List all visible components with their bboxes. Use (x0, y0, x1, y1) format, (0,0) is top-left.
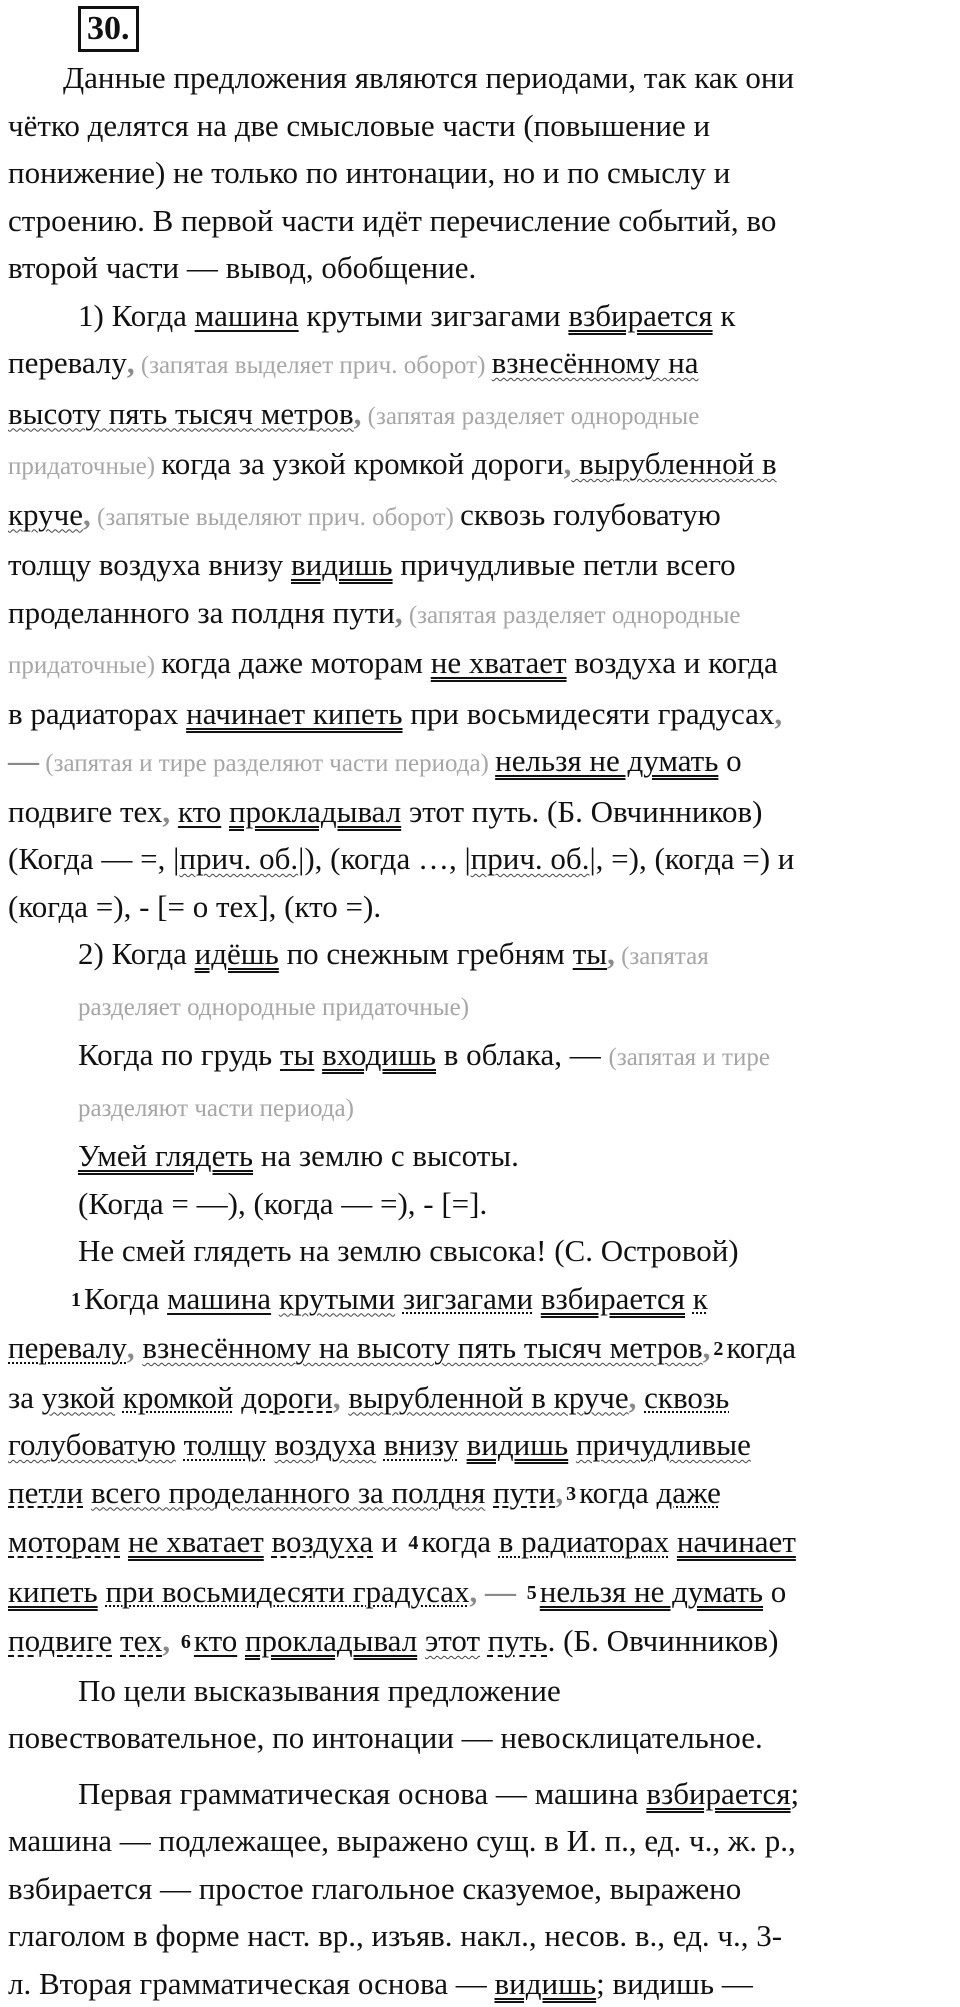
subject: ты (573, 936, 607, 971)
text: повествовательное, по интонации — невосклицательное. (8, 1720, 763, 1755)
text: причудливые петли всего (393, 547, 736, 582)
note: придаточные) (8, 453, 161, 480)
word-predicate: нельзя не думать (540, 1574, 763, 1609)
word-definition: узкой (42, 1380, 115, 1415)
text: 2) Когда (78, 936, 195, 971)
text: подвиге тех (8, 794, 162, 829)
note: (запятая и тире разделяют части периода) (39, 750, 495, 777)
comma-mark: , (354, 396, 362, 431)
word-definition: взнесённому на высоту пять тысяч метров (142, 1330, 702, 1365)
text: л. Вторая грамматическая основа — (8, 1966, 495, 2001)
parsed-sentence (8, 1275, 952, 1667)
word-object: подвиге (8, 1623, 112, 1658)
text: проделанного за полдня пути (8, 595, 395, 630)
text: на землю с высоты. (253, 1138, 519, 1173)
text: когда за узкой кромкой дороги (161, 446, 563, 481)
word-circumstance: толщу (184, 1427, 267, 1462)
word-object: воздуха (272, 1524, 374, 1559)
comma-mark: , (333, 1380, 341, 1415)
predicate: идёшь (195, 936, 279, 971)
text: Не смей глядеть на землю свысока! (С. Островой) (78, 1233, 739, 1268)
word-circumstance: в радиаторах (499, 1524, 669, 1559)
word-circumstance: сквозь (644, 1380, 729, 1415)
dash-mark: — (8, 743, 39, 778)
text: перевалу (8, 345, 127, 380)
text: Первая грамматическая основа — машина (8, 1776, 646, 1811)
word-object: петли (8, 1475, 83, 1510)
text: 1) Когда (8, 298, 195, 333)
text: . (Б. Овчинников) (548, 1623, 779, 1658)
note: (запятые выделяют прич. оборот) (91, 504, 460, 531)
text: Когда по грудь (78, 1037, 280, 1072)
word-predicate: прокладывал (245, 1623, 417, 1658)
comma-mark: , (774, 696, 782, 731)
word: Когда (84, 1281, 159, 1316)
text: толщу воздуха внизу (8, 547, 291, 582)
note: (запятая разделяет однородные (361, 403, 699, 430)
text: по снежным гребням (279, 936, 573, 971)
word-circumstance: внизу (384, 1427, 459, 1462)
note: (запятая выделяет прич. оборот) (135, 352, 492, 379)
word: когда (726, 1330, 796, 1365)
predicate: начинает кипеть (186, 696, 402, 731)
word-definition: крутыми (279, 1281, 395, 1316)
text: взбирается — простое глагольное сказуемое, выражено (8, 1871, 741, 1906)
word: когда (421, 1524, 491, 1559)
text: когда даже моторам (161, 645, 430, 680)
clause-marker: 3 (566, 1483, 576, 1505)
scheme-text: (Когда — =, | (8, 841, 179, 876)
predicate: не хватает (431, 645, 567, 680)
scheme-text: прич. об. (179, 841, 298, 876)
comma-mark: , (470, 1574, 478, 1609)
text: сквозь голубоватую (460, 497, 721, 532)
predicate: видишь (291, 547, 393, 582)
word: когда (579, 1475, 649, 1510)
text: этот путь. (Б. Овчинников) (401, 794, 762, 829)
word-predicate: взбирается (541, 1281, 685, 1316)
intro-paragraph (8, 54, 952, 292)
predicate: взбирается (568, 298, 712, 333)
word-predicate: видишь (467, 1427, 569, 1462)
text (170, 794, 178, 829)
word-object: путь (488, 1623, 548, 1658)
word-definition: вырубленной в круче (348, 1380, 628, 1415)
intro-line: второй части — вывод, обобщение. (8, 250, 476, 285)
word-definition: причудливые (576, 1427, 751, 1462)
word-predicate: не хватает (128, 1524, 264, 1559)
text: о (718, 743, 741, 778)
subject: машина (195, 298, 299, 333)
participle-phrase: вырубленной в (571, 446, 776, 481)
word-object: пути (493, 1475, 555, 1510)
text: ; (791, 1776, 800, 1811)
clause-marker: 2 (713, 1338, 723, 1360)
word: и (381, 1524, 398, 1559)
predicate: входишь (322, 1037, 436, 1072)
comma-mark: , (127, 345, 135, 380)
note: разделяют части периода) (78, 1095, 354, 1122)
clause-marker: 5 (527, 1582, 537, 1604)
clause-marker: 1 (71, 1289, 81, 1311)
text: при восьмидесяти градусах (403, 696, 775, 731)
word: о (771, 1574, 787, 1609)
text: в облака, — (436, 1037, 608, 1072)
dash-mark: — (477, 1574, 516, 1609)
clause-marker: 6 (181, 1631, 191, 1653)
comma-mark: , (162, 794, 170, 829)
text (314, 1037, 322, 1072)
intro-line: строению. В первой части идёт перечисление событий, во (8, 203, 776, 238)
scheme-text: (когда =), - [= о тех], (кто =). (8, 889, 381, 924)
word-definition: голубоватую (8, 1427, 176, 1462)
comma-mark: , (555, 1475, 563, 1510)
scheme-text: |), (когда …, | (298, 841, 471, 876)
goal-paragraph (8, 1667, 952, 1762)
predicate: видишь (495, 1966, 597, 2001)
note: (запятая (615, 943, 709, 970)
word-circumstance: кромкой (123, 1380, 234, 1415)
text: По цели высказывания предложение (8, 1673, 561, 1708)
subject: ты (280, 1037, 314, 1072)
text: машина — подлежащее, выражено сущ. в И. п., ед. ч., ж. р., (8, 1823, 796, 1858)
text: ; видишь — (596, 1966, 753, 2001)
scheme-text: |, =), (когда =) и (589, 841, 794, 876)
word-object: дороги (241, 1380, 333, 1415)
intro-line: Данные предложения являются периодами, так как они (8, 60, 794, 95)
note: разделяет однородные придаточные) (78, 994, 469, 1021)
text: глаголом в форме наст. вр., изъяв. накл., несов. в., ед. ч., 3- (8, 1918, 782, 1953)
intro-line: понижение) не только по интонации, но и по смыслу и (8, 155, 730, 190)
sentence-1 (8, 292, 952, 931)
word-object: тех (120, 1623, 162, 1658)
clause-marker: 4 (408, 1532, 418, 1554)
scheme-text: прич. об. (471, 841, 590, 876)
scheme-text: (Когда = —), (когда — =), - [=]. (78, 1186, 487, 1221)
word-definition: воздуха (274, 1427, 376, 1462)
word-circumstance: при восьмидесяти градусах (105, 1574, 469, 1609)
word-subject: кто (194, 1623, 237, 1658)
word-circumstance: к (693, 1281, 708, 1316)
subject: кто (178, 794, 221, 829)
predicate: взбирается (646, 1776, 790, 1811)
word-predicate: начинает (677, 1524, 796, 1559)
text: в радиаторах (8, 696, 186, 731)
word-object: моторам (8, 1524, 120, 1559)
predicate: Умей глядеть (78, 1138, 253, 1173)
note: (запятая и тире (609, 1044, 770, 1071)
text: воздуха и когда (567, 645, 778, 680)
predicate: нельзя не думать (495, 743, 718, 778)
comma-mark: , (162, 1623, 170, 1658)
predicate: прокладывал (229, 794, 401, 829)
participle-phrase: круче (8, 497, 83, 532)
word-definition: этот (425, 1623, 480, 1658)
comma-mark: , (564, 446, 572, 481)
word: за (8, 1380, 34, 1415)
word-subject: машина (167, 1281, 271, 1316)
word-predicate: кипеть (8, 1574, 98, 1609)
task-number: 30. (78, 6, 139, 52)
comma-mark: , (703, 1330, 711, 1365)
analysis-paragraph (8, 1770, 952, 2007)
comma-mark: , (395, 595, 403, 630)
text (221, 794, 229, 829)
sentence-2 (8, 930, 952, 1275)
word-circumstance: перевалу (8, 1330, 127, 1365)
comma-mark: , (607, 936, 615, 971)
comma-mark: , (629, 1380, 637, 1415)
comma-mark: , (83, 497, 91, 532)
participle-phrase: высоту пять тысяч метров (8, 396, 354, 431)
word-definition: всего проделанного за полдня (91, 1475, 485, 1510)
word-circumstance: зигзагами (403, 1281, 533, 1316)
intro-line: чётко делятся на две смысловые части (повышение и (8, 108, 710, 143)
comma-mark: , (127, 1330, 135, 1365)
word-circumstance: даже (657, 1475, 721, 1510)
text: крутыми зигзагами (299, 298, 569, 333)
participle-phrase: взнесённому на (492, 345, 699, 380)
text: к (713, 298, 736, 333)
note: придаточные) (8, 652, 161, 679)
note: (запятая разделяет однородные (403, 602, 741, 629)
